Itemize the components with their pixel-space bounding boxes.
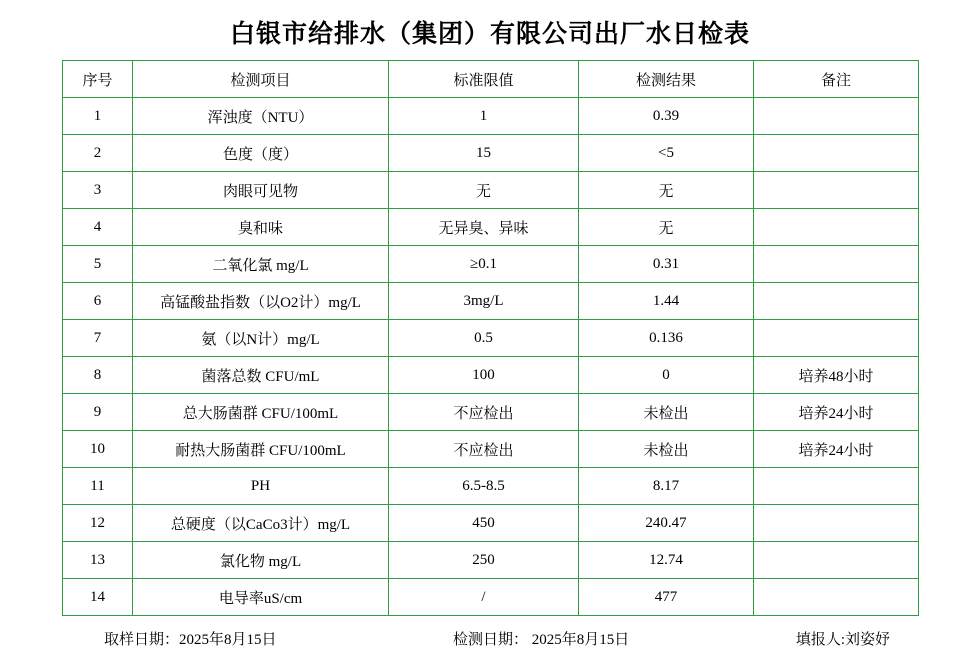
cell-standard: 100 bbox=[389, 357, 579, 394]
cell-no: 6 bbox=[63, 283, 133, 320]
cell-item: 肉眼可见物 bbox=[133, 172, 389, 209]
water-quality-table bbox=[62, 60, 919, 616]
cell-no: 3 bbox=[63, 172, 133, 209]
cell-standard: 无 bbox=[389, 172, 579, 209]
column-header-standard: 标准限值 bbox=[389, 61, 579, 98]
reporter-name: 填报人:刘姿妤 bbox=[795, 632, 890, 648]
table-row bbox=[63, 505, 919, 542]
cell-result: 未检出 bbox=[579, 394, 754, 431]
cell-note bbox=[754, 172, 919, 209]
cell-note: 培养48小时 bbox=[754, 357, 919, 394]
cell-standard: 不应检出 bbox=[389, 431, 579, 468]
cell-result: 1.44 bbox=[579, 283, 754, 320]
cell-no: 10 bbox=[63, 431, 133, 468]
cell-note bbox=[754, 209, 919, 246]
table-row bbox=[63, 135, 919, 172]
testing-date: 检测日期： 2025年8月15日 bbox=[453, 632, 630, 648]
cell-no: 2 bbox=[63, 135, 133, 172]
cell-item: 总大肠菌群 CFU/100mL bbox=[133, 394, 389, 431]
cell-note bbox=[754, 579, 919, 616]
cell-no: 4 bbox=[63, 209, 133, 246]
column-header-result: 检测结果 bbox=[579, 61, 754, 98]
cell-note bbox=[754, 283, 919, 320]
cell-item: 电导率uS/cm bbox=[133, 579, 389, 616]
cell-result: 无 bbox=[579, 172, 754, 209]
cell-no: 9 bbox=[63, 394, 133, 431]
cell-note bbox=[754, 246, 919, 283]
table-row bbox=[63, 320, 919, 357]
cell-note bbox=[754, 468, 919, 505]
cell-item: 氨（以N计）mg/L bbox=[133, 320, 389, 357]
cell-result: 0.136 bbox=[579, 320, 754, 357]
cell-no: 8 bbox=[63, 357, 133, 394]
column-header-no: 序号 bbox=[63, 61, 133, 98]
cell-no: 1 bbox=[63, 98, 133, 135]
cell-standard: 0.5 bbox=[389, 320, 579, 357]
cell-result: 12.74 bbox=[579, 542, 754, 579]
cell-result: <5 bbox=[579, 135, 754, 172]
cell-standard: 450 bbox=[389, 505, 579, 542]
page-title: 白银市给排水（集团）有限公司出厂水日检表 bbox=[229, 21, 750, 48]
table-row bbox=[63, 468, 919, 505]
cell-standard: / bbox=[389, 579, 579, 616]
cell-note bbox=[754, 135, 919, 172]
table-container bbox=[62, 60, 918, 616]
cell-result: 0 bbox=[579, 357, 754, 394]
cell-note bbox=[754, 98, 919, 135]
cell-no: 11 bbox=[63, 468, 133, 505]
cell-no: 13 bbox=[63, 542, 133, 579]
cell-result: 未检出 bbox=[579, 431, 754, 468]
cell-standard: 15 bbox=[389, 135, 579, 172]
cell-result: 8.17 bbox=[579, 468, 754, 505]
table-row bbox=[63, 172, 919, 209]
table-row bbox=[63, 542, 919, 579]
cell-item: 色度（度） bbox=[133, 135, 389, 172]
cell-note bbox=[754, 542, 919, 579]
column-header-item: 检测项目 bbox=[133, 61, 389, 98]
cell-standard: 1 bbox=[389, 98, 579, 135]
cell-standard: 3mg/L bbox=[389, 283, 579, 320]
table-row bbox=[63, 431, 919, 468]
cell-note: 培养24小时 bbox=[754, 431, 919, 468]
cell-result: 0.31 bbox=[579, 246, 754, 283]
column-header-note: 备注 bbox=[754, 61, 919, 98]
cell-standard: 250 bbox=[389, 542, 579, 579]
table-row bbox=[63, 209, 919, 246]
table-row bbox=[63, 357, 919, 394]
table-header-row bbox=[63, 61, 919, 98]
cell-item: 浑浊度（NTU） bbox=[133, 98, 389, 135]
cell-item: 高锰酸盐指数（以O2计）mg/L bbox=[133, 283, 389, 320]
cell-item: PH bbox=[133, 468, 389, 505]
cell-result: 无 bbox=[579, 209, 754, 246]
cell-no: 12 bbox=[63, 505, 133, 542]
cell-no: 7 bbox=[63, 320, 133, 357]
cell-item: 总硬度（以CaCo3计）mg/L bbox=[133, 505, 389, 542]
cell-result: 0.39 bbox=[579, 98, 754, 135]
table-row bbox=[63, 98, 919, 135]
cell-note bbox=[754, 505, 919, 542]
cell-note bbox=[754, 320, 919, 357]
sampling-date: 取样日期：2025年8月15日 bbox=[104, 632, 277, 648]
cell-result: 240.47 bbox=[579, 505, 754, 542]
table-header bbox=[63, 61, 919, 98]
cell-standard: 不应检出 bbox=[389, 394, 579, 431]
cell-item: 二氧化氯 mg/L bbox=[133, 246, 389, 283]
table-body bbox=[63, 98, 919, 616]
cell-item: 臭和味 bbox=[133, 209, 389, 246]
footer bbox=[62, 628, 918, 649]
cell-note: 培养24小时 bbox=[754, 394, 919, 431]
cell-item: 菌落总数 CFU/mL bbox=[133, 357, 389, 394]
cell-item: 氯化物 mg/L bbox=[133, 542, 389, 579]
cell-item: 耐热大肠菌群 CFU/100mL bbox=[133, 431, 389, 468]
cell-standard: 无异臭、异味 bbox=[389, 209, 579, 246]
cell-standard: ≥0.1 bbox=[389, 246, 579, 283]
table-row bbox=[63, 283, 919, 320]
cell-standard: 6.5-8.5 bbox=[389, 468, 579, 505]
table-row bbox=[63, 579, 919, 616]
table-row bbox=[63, 246, 919, 283]
cell-result: 477 bbox=[579, 579, 754, 616]
table-row bbox=[63, 394, 919, 431]
cell-no: 5 bbox=[63, 246, 133, 283]
cell-no: 14 bbox=[63, 579, 133, 616]
